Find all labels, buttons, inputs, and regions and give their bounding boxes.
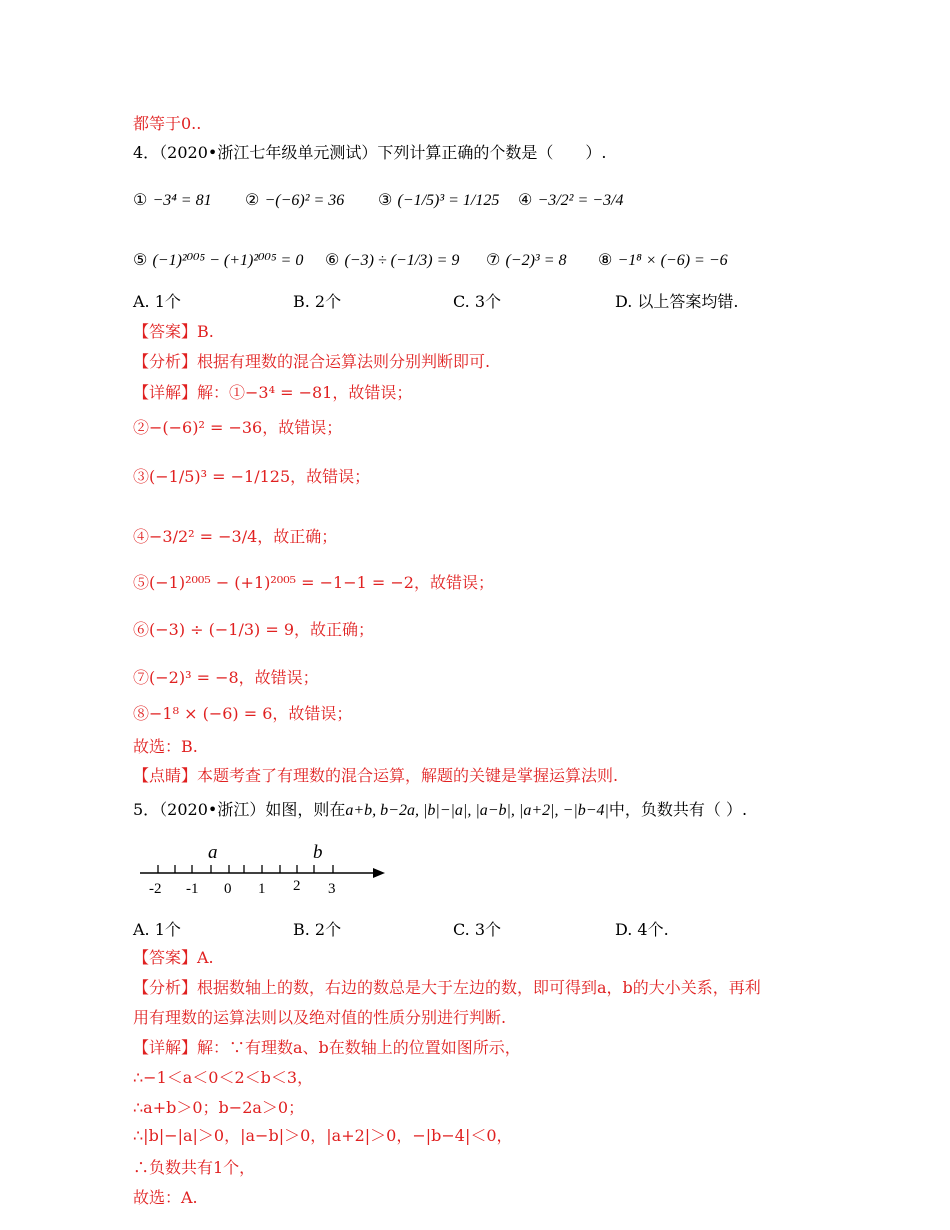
- q5-stem-expressions: a+b, b−2a, |b|−|a|, |a−b|, |a+2|, −|b−4|: [345, 802, 609, 819]
- q4-option-c: C. 3个: [453, 292, 502, 311]
- number-line-ticks: [158, 865, 333, 873]
- q4-item-8: ⑧ −1⁸ × (−6) = −6: [598, 250, 728, 269]
- q4-option-d: D. 以上答案均错.: [615, 292, 739, 311]
- q5-detail-4: ∴|b|−|a|＞0，|a−b|＞0，|a+2|＞0，−|b−4|＜0，: [133, 1126, 513, 1145]
- q4-item-3: ③ (−1/5)³ = 1/125: [378, 190, 500, 209]
- q4-detail-2: ②−(−6)² = −36，故错误；: [133, 418, 343, 437]
- q5-detail-2: ∴−1＜a＜0＜2＜b＜3，: [133, 1068, 314, 1087]
- q5-analysis-line-2: 用有理数的运算法则以及绝对值的性质分别进行判断.: [133, 1008, 507, 1027]
- q5-choice: 故选：A.: [133, 1188, 198, 1207]
- q4-choice: 故选：B.: [133, 737, 198, 756]
- prev-answer-tail: 都等于0..: [133, 114, 202, 133]
- q4-item-1: ① −3⁴ = 81: [133, 190, 212, 209]
- q4-detail-3: ③(−1/5)³ = −1/125，故错误；: [133, 467, 371, 486]
- q4-stem: 4．（2020•浙江七年级单元测试）下列计算正确的个数是（ ）.: [133, 143, 607, 162]
- q4-answer: 【答案】B.: [133, 322, 214, 341]
- q4-detail-6: ⑥(−3) ÷ (−1/3) = 9，故正确；: [133, 620, 375, 639]
- q4-item-5: ⑤ (−1)²⁰⁰⁵ − (+1)²⁰⁰⁵ = 0: [133, 250, 304, 269]
- q5-option-b: B. 2个: [293, 920, 342, 939]
- q4-detail-1: 【详解】解：①−3⁴ = −81，故错误；: [133, 383, 413, 402]
- q5-detail-3: ∴a+b＞0；b−2a＞0；: [133, 1098, 305, 1117]
- q4-item-6: ⑥ (−3) ÷ (−1/3) = 9: [325, 250, 460, 269]
- q5-option-c: C. 3个: [453, 920, 502, 939]
- q4-item-7: ⑦ (−2)³ = 8: [486, 250, 567, 269]
- q4-detail-7: ⑦(−2)³ = −8，故错误；: [133, 668, 319, 687]
- q5-analysis-line-1: 【分析】根据数轴上的数，右边的数总是大于左边的数，即可得到a，b的大小关系，再利: [133, 978, 761, 997]
- q5-detail-1: 【详解】解：∵有理数a、b在数轴上的位置如图所示，: [133, 1038, 521, 1057]
- q5-option-d: D. 4个.: [615, 920, 669, 939]
- q4-option-b: B. 2个: [293, 292, 342, 311]
- q5-option-a: A. 1个: [133, 920, 181, 939]
- tick-label-neg2: -2: [149, 881, 162, 897]
- q4-detail-4: ④−3/2² = −3/4，故正确；: [133, 527, 338, 546]
- q4-item-4: ④ −3/2² = −3/4: [518, 190, 624, 209]
- q4-detail-8: ⑧−1⁸ × (−6) = 6，故错误；: [133, 704, 353, 723]
- point-b-label: b: [313, 842, 323, 863]
- q4-detail-5: ⑤(−1)²⁰⁰⁵ − (+1)²⁰⁰⁵ = −1−1 = −2，故错误；: [133, 573, 494, 592]
- tick-label-3: 3: [328, 881, 336, 897]
- q5-detail-5: ∴负数共有1个，: [133, 1158, 256, 1177]
- q4-item-2: ② −(−6)² = 36: [245, 190, 345, 209]
- q4-comment: 【点睛】本题考查了有理数的混合运算，解题的关键是掌握运算法则.: [133, 766, 619, 785]
- q4-option-a: A. 1个: [133, 292, 181, 311]
- point-a-label: a: [208, 842, 218, 863]
- number-line-arrow: [373, 868, 385, 878]
- tick-label-0: 0: [224, 881, 232, 897]
- tick-label-1: 1: [258, 881, 266, 897]
- q4-analysis: 【分析】根据有理数的混合运算法则分别判断即可.: [133, 352, 491, 371]
- q5-stem: 5．（2020•浙江）如图，则在a+b, b−2a, |b|−|a|, |a−b|, |a+2|, −|b−4|中，负数共有（ ）.: [133, 800, 748, 819]
- tick-label-neg1: -1: [186, 881, 199, 897]
- q5-answer: 【答案】A.: [133, 948, 214, 967]
- tick-label-2: 2: [293, 878, 301, 894]
- number-line-figure: [135, 838, 390, 900]
